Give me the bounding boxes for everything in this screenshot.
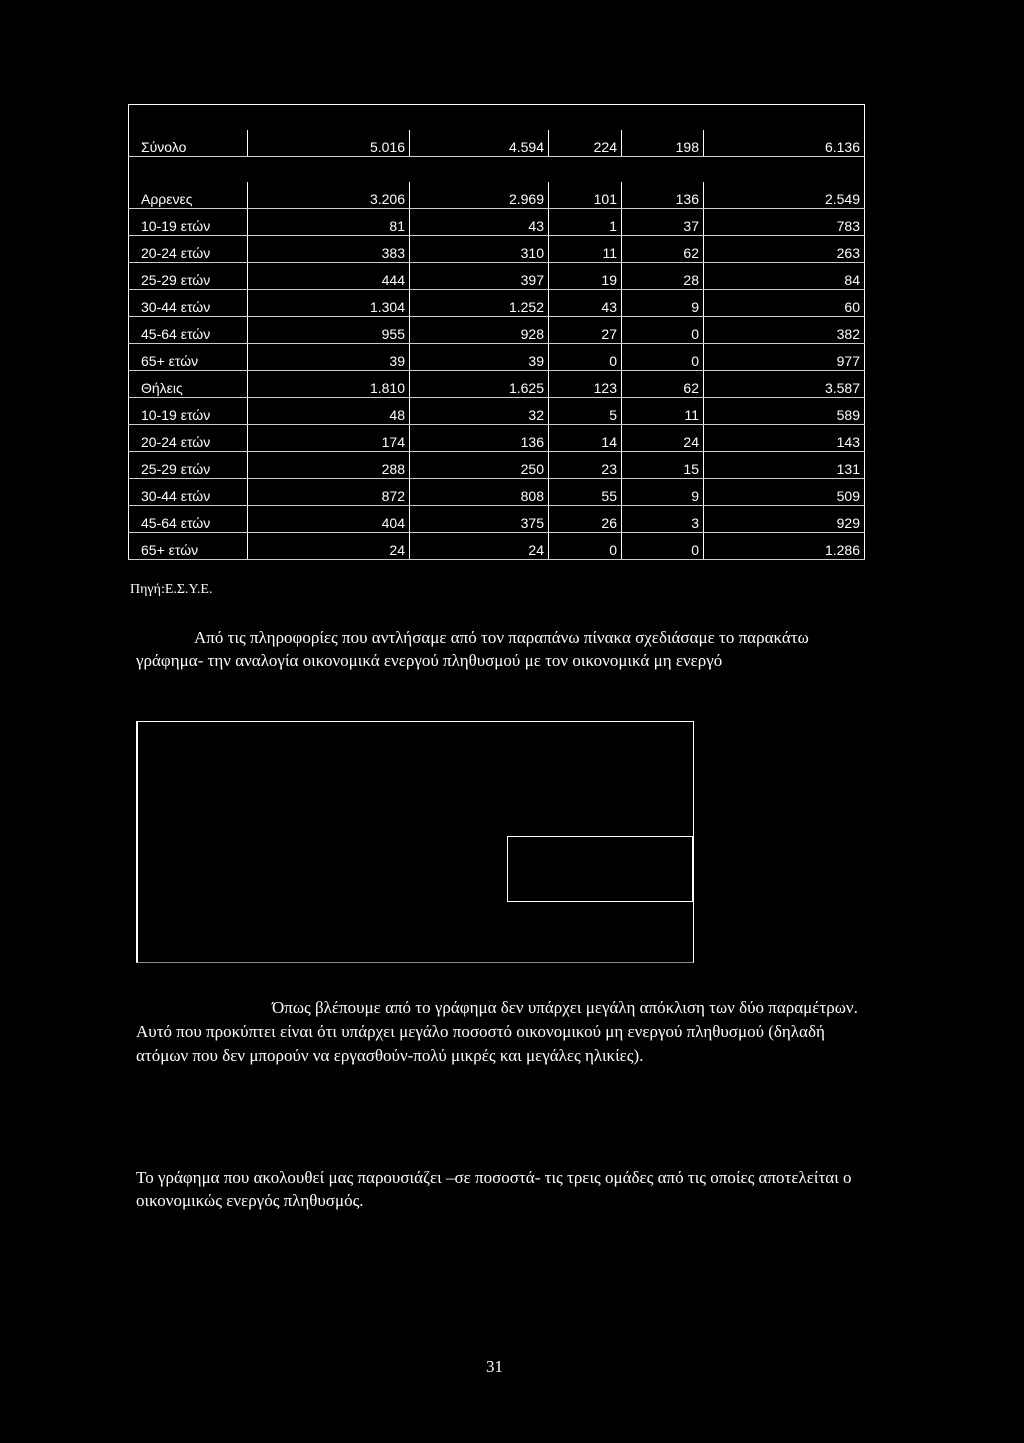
- table-spacer-row: [129, 105, 865, 131]
- table-cell: 11: [549, 236, 622, 263]
- paragraph-analysis: Όπως βλέπουμε από το γράφημα δεν υπάρχει μεγάλη απόκλιση των δύο παραμέτρων. Αυτό που προκύπτει είναι ότι υπάρχει μεγάλο ποσοστό οικονομικού μη ενεργού πληθυσμού (δηλαδή ατόμων που δεν μπορούν να εργασθούν-πολύ μικρές και μεγάλες ηλικίες).: [136, 998, 858, 1065]
- row-label: 45-64 ετών: [129, 317, 248, 344]
- table-cell: 1: [549, 209, 622, 236]
- row-label: 30-44 ετών: [129, 290, 248, 317]
- table-cell: 28: [622, 263, 704, 290]
- table-cell: 24: [622, 425, 704, 452]
- row-label: 30-44 ετών: [129, 479, 248, 506]
- table-cell: 1.252: [410, 290, 549, 317]
- table-row: [129, 344, 865, 371]
- table-row: [129, 317, 865, 344]
- table-cell: 404: [248, 506, 410, 533]
- row-label: Θήλεις: [129, 371, 248, 398]
- row-label: Σύνολο: [129, 130, 248, 157]
- table-cell: 383: [248, 236, 410, 263]
- table-cell: 60: [704, 290, 865, 317]
- table-cell: 123: [549, 371, 622, 398]
- table-cell: 131: [704, 452, 865, 479]
- table-cell: 24: [410, 533, 549, 560]
- table-cell: 0: [622, 344, 704, 371]
- table-cell: 37: [622, 209, 704, 236]
- table-cell: 5: [549, 398, 622, 425]
- table-cell: 509: [704, 479, 865, 506]
- table-spacer-row: [129, 157, 865, 183]
- table-cell: 250: [410, 452, 549, 479]
- table-cell: 48: [248, 398, 410, 425]
- table-cell: 397: [410, 263, 549, 290]
- table-cell: 55: [549, 479, 622, 506]
- table-cell: 288: [248, 452, 410, 479]
- table-cell: 263: [704, 236, 865, 263]
- row-label: 65+ ετών: [129, 344, 248, 371]
- table-cell: 5.016: [248, 130, 410, 157]
- table-cell: 444: [248, 263, 410, 290]
- table-total-row: [129, 130, 865, 157]
- table-row: [129, 236, 865, 263]
- table-cell: 84: [704, 263, 865, 290]
- table-cell: 62: [622, 371, 704, 398]
- table-cell: 0: [622, 533, 704, 560]
- table-cell: 382: [704, 317, 865, 344]
- table-cell: 43: [410, 209, 549, 236]
- table-source: Πηγή:Ε.Σ.Υ.Ε.: [130, 582, 213, 597]
- table-cell: 977: [704, 344, 865, 371]
- paragraph-next-chart: Το γράφημα που ακολουθεί μας παρουσιάζει –σε ποσοστά- τις τρεις ομάδες από τις οποίες αποτελείται ο οικονομικώς ενεργός πληθυσμός.: [136, 1168, 852, 1210]
- table-row: [129, 506, 865, 533]
- table-cell: 9: [622, 479, 704, 506]
- table-row: [129, 398, 865, 425]
- table-row: [129, 425, 865, 452]
- row-label: 10-19 ετών: [129, 209, 248, 236]
- table-row: [129, 182, 865, 209]
- table-cell: 81: [248, 209, 410, 236]
- table-row: [129, 371, 865, 398]
- table-cell: 224: [549, 130, 622, 157]
- table-cell: 928: [410, 317, 549, 344]
- table-row: [129, 290, 865, 317]
- table-cell: 14: [549, 425, 622, 452]
- spacer-cell: [129, 157, 865, 183]
- table-cell: 872: [248, 479, 410, 506]
- table-cell: 23: [549, 452, 622, 479]
- table-cell: 26: [549, 506, 622, 533]
- row-label: 45-64 ετών: [129, 506, 248, 533]
- table-cell: 4.594: [410, 130, 549, 157]
- table-cell: 808: [410, 479, 549, 506]
- row-label: 20-24 ετών: [129, 236, 248, 263]
- paragraph-intro: Από τις πληροφορίες που αντλήσαμε από τον παραπάνω πίνακα σχεδιάσαμε το παρακάτω γράφημα- την αναλογία οικονομικά ενεργού πληθυσμού με τον οικονομικά μη ενεργό: [136, 628, 809, 670]
- table-body: [129, 105, 865, 560]
- table-cell: 24: [248, 533, 410, 560]
- row-label: 20-24 ετών: [129, 425, 248, 452]
- table-cell: 1.625: [410, 371, 549, 398]
- table-cell: 2.549: [704, 182, 865, 209]
- table-row: [129, 479, 865, 506]
- table-row: [129, 533, 865, 560]
- table-cell: 375: [410, 506, 549, 533]
- row-label: 25-29 ετών: [129, 452, 248, 479]
- table-cell: 1.304: [248, 290, 410, 317]
- table-cell: 136: [622, 182, 704, 209]
- table-cell: 174: [248, 425, 410, 452]
- table-cell: 929: [704, 506, 865, 533]
- table-cell: 0: [549, 533, 622, 560]
- table-cell: 0: [622, 317, 704, 344]
- table-cell: 783: [704, 209, 865, 236]
- table-cell: 198: [622, 130, 704, 157]
- table-cell: 43: [549, 290, 622, 317]
- table-cell: 1.810: [248, 371, 410, 398]
- row-label: 25-29 ετών: [129, 263, 248, 290]
- table-cell: 32: [410, 398, 549, 425]
- statistics-table: [128, 104, 865, 560]
- table-cell: 955: [248, 317, 410, 344]
- table-cell: 27: [549, 317, 622, 344]
- table-cell: 3.587: [704, 371, 865, 398]
- table-cell: 19: [549, 263, 622, 290]
- table-cell: 39: [248, 344, 410, 371]
- table-cell: 136: [410, 425, 549, 452]
- table-row: [129, 452, 865, 479]
- table-cell: 1.286: [704, 533, 865, 560]
- table-cell: 3: [622, 506, 704, 533]
- row-label: 65+ ετών: [129, 533, 248, 560]
- table-cell: 143: [704, 425, 865, 452]
- table-cell: 589: [704, 398, 865, 425]
- spacer-cell: [129, 105, 865, 131]
- table-cell: 0: [549, 344, 622, 371]
- row-label: Αρρενες: [129, 182, 248, 209]
- row-label: 10-19 ετών: [129, 398, 248, 425]
- table-cell: 3.206: [248, 182, 410, 209]
- table-cell: 101: [549, 182, 622, 209]
- table-cell: 9: [622, 290, 704, 317]
- table-row: [129, 263, 865, 290]
- table-cell: 39: [410, 344, 549, 371]
- table-cell: 15: [622, 452, 704, 479]
- table-cell: 11: [622, 398, 704, 425]
- table-row: [129, 209, 865, 236]
- table-cell: 62: [622, 236, 704, 263]
- page-number: 31: [486, 1357, 503, 1376]
- table-cell: 6.136: [704, 130, 865, 157]
- table-cell: 310: [410, 236, 549, 263]
- table-cell: 2.969: [410, 182, 549, 209]
- chart-legend-box: [507, 836, 693, 902]
